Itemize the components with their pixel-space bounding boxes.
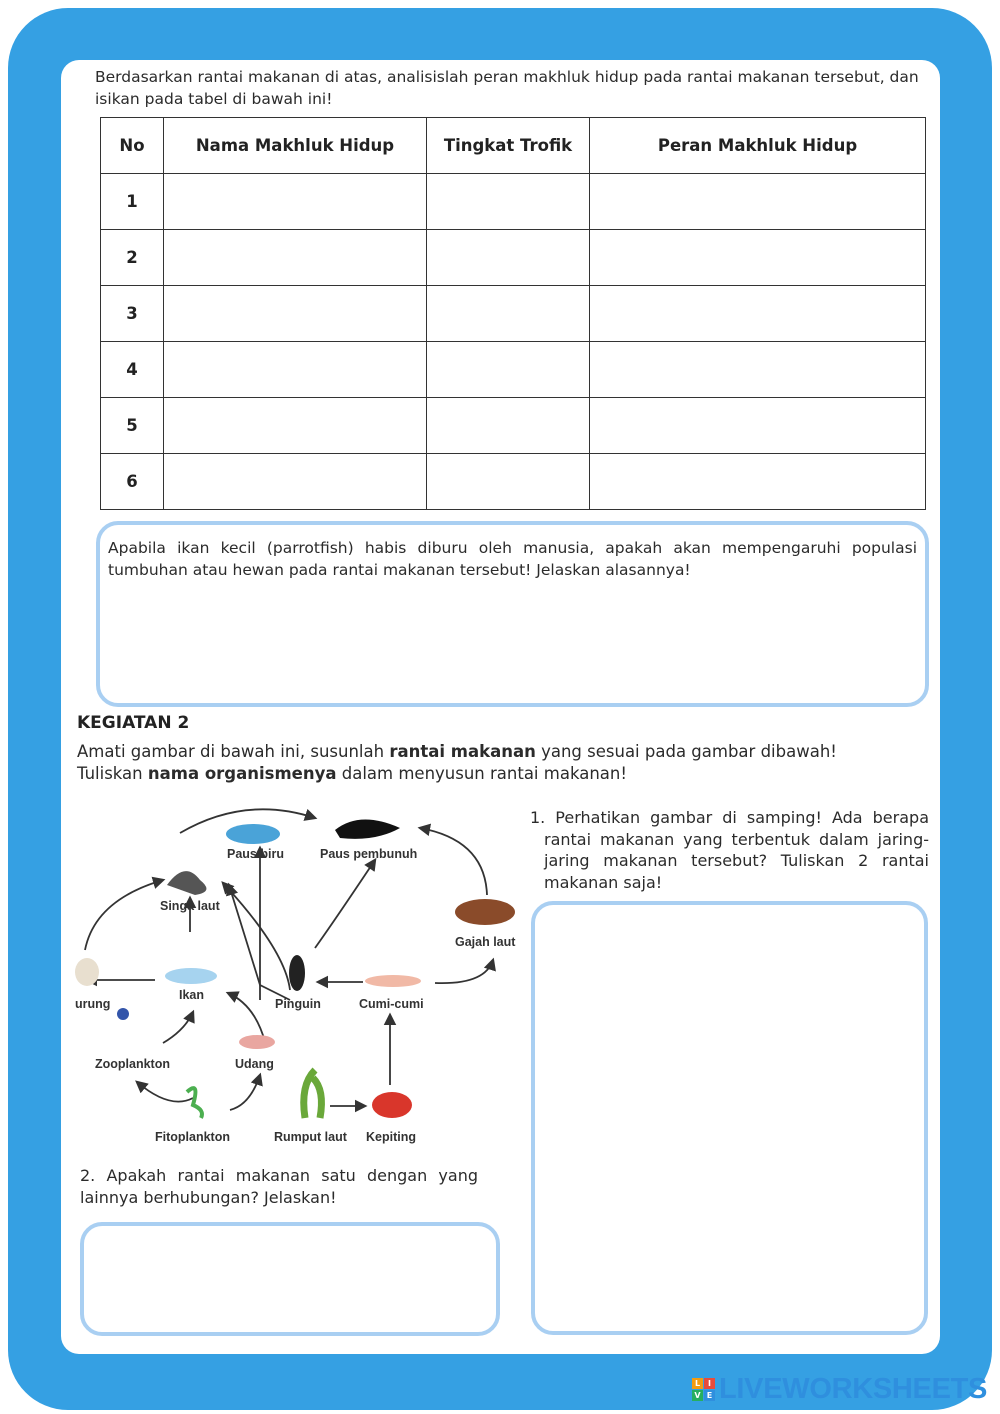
label-rumput-laut: Rumput laut bbox=[274, 1130, 347, 1144]
sea-lion-icon bbox=[167, 871, 206, 895]
table-header-row bbox=[101, 118, 926, 174]
table-row bbox=[101, 174, 926, 230]
logo-letter: L bbox=[692, 1378, 703, 1389]
header-nama: Nama Makhluk Hidup bbox=[164, 118, 427, 174]
label-pinguin: Pinguin bbox=[275, 997, 321, 1011]
header-peran: Peran Makhluk Hidup bbox=[590, 118, 926, 174]
header-tingkat: Tingkat Trofik bbox=[427, 118, 590, 174]
peran-cell[interactable] bbox=[590, 174, 926, 230]
liveworksheets-brand bbox=[692, 1372, 987, 1406]
label-udang: Udang bbox=[235, 1057, 274, 1071]
peran-cell[interactable] bbox=[590, 342, 926, 398]
seaweed-icon bbox=[304, 1070, 322, 1118]
instruction-bold-1: rantai makanan bbox=[389, 742, 536, 761]
logo-letter: E bbox=[704, 1390, 715, 1401]
tingkat-cell[interactable] bbox=[427, 174, 590, 230]
liveworksheets-logo-icon bbox=[692, 1378, 715, 1401]
squid-icon bbox=[365, 975, 421, 987]
instruction-text-3: dalam menyusun rantai makanan! bbox=[336, 764, 627, 783]
penguin-icon bbox=[289, 955, 305, 991]
nama-cell[interactable] bbox=[164, 398, 427, 454]
label-fitoplankton: Fitoplankton bbox=[155, 1130, 230, 1144]
shrimp-icon bbox=[239, 1035, 275, 1049]
row-number: 6 bbox=[101, 454, 164, 510]
tingkat-cell[interactable] bbox=[427, 398, 590, 454]
row-number: 5 bbox=[101, 398, 164, 454]
label-kepiting: Kepiting bbox=[366, 1130, 416, 1144]
nama-cell[interactable] bbox=[164, 174, 427, 230]
peran-cell[interactable] bbox=[590, 398, 926, 454]
orca-icon bbox=[335, 819, 400, 838]
peran-cell[interactable] bbox=[590, 454, 926, 510]
logo-letter: I bbox=[704, 1378, 715, 1389]
row-number: 2 bbox=[101, 230, 164, 286]
bird-icon bbox=[75, 958, 99, 986]
peran-cell[interactable] bbox=[590, 286, 926, 342]
header-no: No bbox=[101, 118, 164, 174]
parrotfish-answer-box[interactable] bbox=[96, 521, 929, 707]
tingkat-cell[interactable] bbox=[427, 230, 590, 286]
tingkat-cell[interactable] bbox=[427, 342, 590, 398]
question-1-answer-box[interactable] bbox=[531, 901, 928, 1335]
zooplankton-icon bbox=[117, 1008, 129, 1020]
row-number: 1 bbox=[101, 174, 164, 230]
label-paus-biru: Paus biru bbox=[227, 847, 284, 861]
blue-whale-icon bbox=[226, 824, 280, 844]
kegiatan-instruction bbox=[77, 741, 837, 785]
trophic-table bbox=[100, 117, 926, 510]
table-row bbox=[101, 342, 926, 398]
row-number: 3 bbox=[101, 286, 164, 342]
nama-cell[interactable] bbox=[164, 342, 427, 398]
peran-cell[interactable] bbox=[590, 230, 926, 286]
label-cumi: Cumi-cumi bbox=[359, 997, 424, 1011]
elephant-seal-icon bbox=[455, 899, 515, 925]
label-zooplankton: Zooplankton bbox=[95, 1057, 170, 1071]
kegiatan-title: KEGIATAN 2 bbox=[77, 713, 190, 733]
fish-icon bbox=[165, 968, 217, 984]
label-ikan: Ikan bbox=[179, 988, 205, 1002]
instruction-text-2: yang sesuai pada gambar dibawah! Tuliskan bbox=[77, 742, 837, 783]
instruction-text-1: Amati gambar di bawah ini, susunlah bbox=[77, 742, 390, 761]
tingkat-cell[interactable] bbox=[427, 286, 590, 342]
label-paus-pembunuh: Paus pembunuh bbox=[320, 847, 418, 861]
intro-instruction: Berdasarkan rantai makanan di atas, analisislah peran makhluk hidup pada rantai makanan tersebut, dan isikan pada tabel di bawah ini! bbox=[95, 68, 919, 108]
table-row bbox=[101, 230, 926, 286]
food-web-diagram bbox=[75, 800, 525, 1155]
nama-cell[interactable] bbox=[164, 286, 427, 342]
table-row bbox=[101, 286, 926, 342]
phytoplankton-icon bbox=[187, 1088, 202, 1118]
table-row bbox=[101, 454, 926, 510]
question-1: 1. Perhatikan gambar di samping! Ada berapa rantai makanan yang terbentuk dalam jaring-jaring makanan tersebut? Tuliskan 2 rantai makanan saja! bbox=[530, 808, 929, 892]
tingkat-cell[interactable] bbox=[427, 454, 590, 510]
crab-icon bbox=[372, 1092, 412, 1118]
logo-letter: V bbox=[692, 1390, 703, 1401]
label-singa-laut: Singa laut bbox=[160, 899, 220, 913]
nama-cell[interactable] bbox=[164, 230, 427, 286]
table-row bbox=[101, 398, 926, 454]
question-2-answer-box[interactable] bbox=[80, 1222, 500, 1336]
nama-cell[interactable] bbox=[164, 454, 427, 510]
parrotfish-question: Apabila ikan kecil (parrotfish) habis diburu oleh manusia, apakah akan mempengaruhi populasi tumbuhan atau hewan pada rantai makanan tersebut! Jelaskan alasannya! bbox=[108, 539, 917, 579]
row-number: 4 bbox=[101, 342, 164, 398]
brand-name: LIVEWORKSHEETS bbox=[719, 1372, 988, 1405]
label-burung: urung bbox=[75, 997, 111, 1011]
instruction-bold-2: nama organismenya bbox=[147, 764, 337, 783]
label-gajah-laut: Gajah laut bbox=[455, 935, 516, 949]
question-2: 2. Apakah rantai makanan satu dengan yang lainnya berhubungan? Jelaskan! bbox=[80, 1166, 478, 1207]
